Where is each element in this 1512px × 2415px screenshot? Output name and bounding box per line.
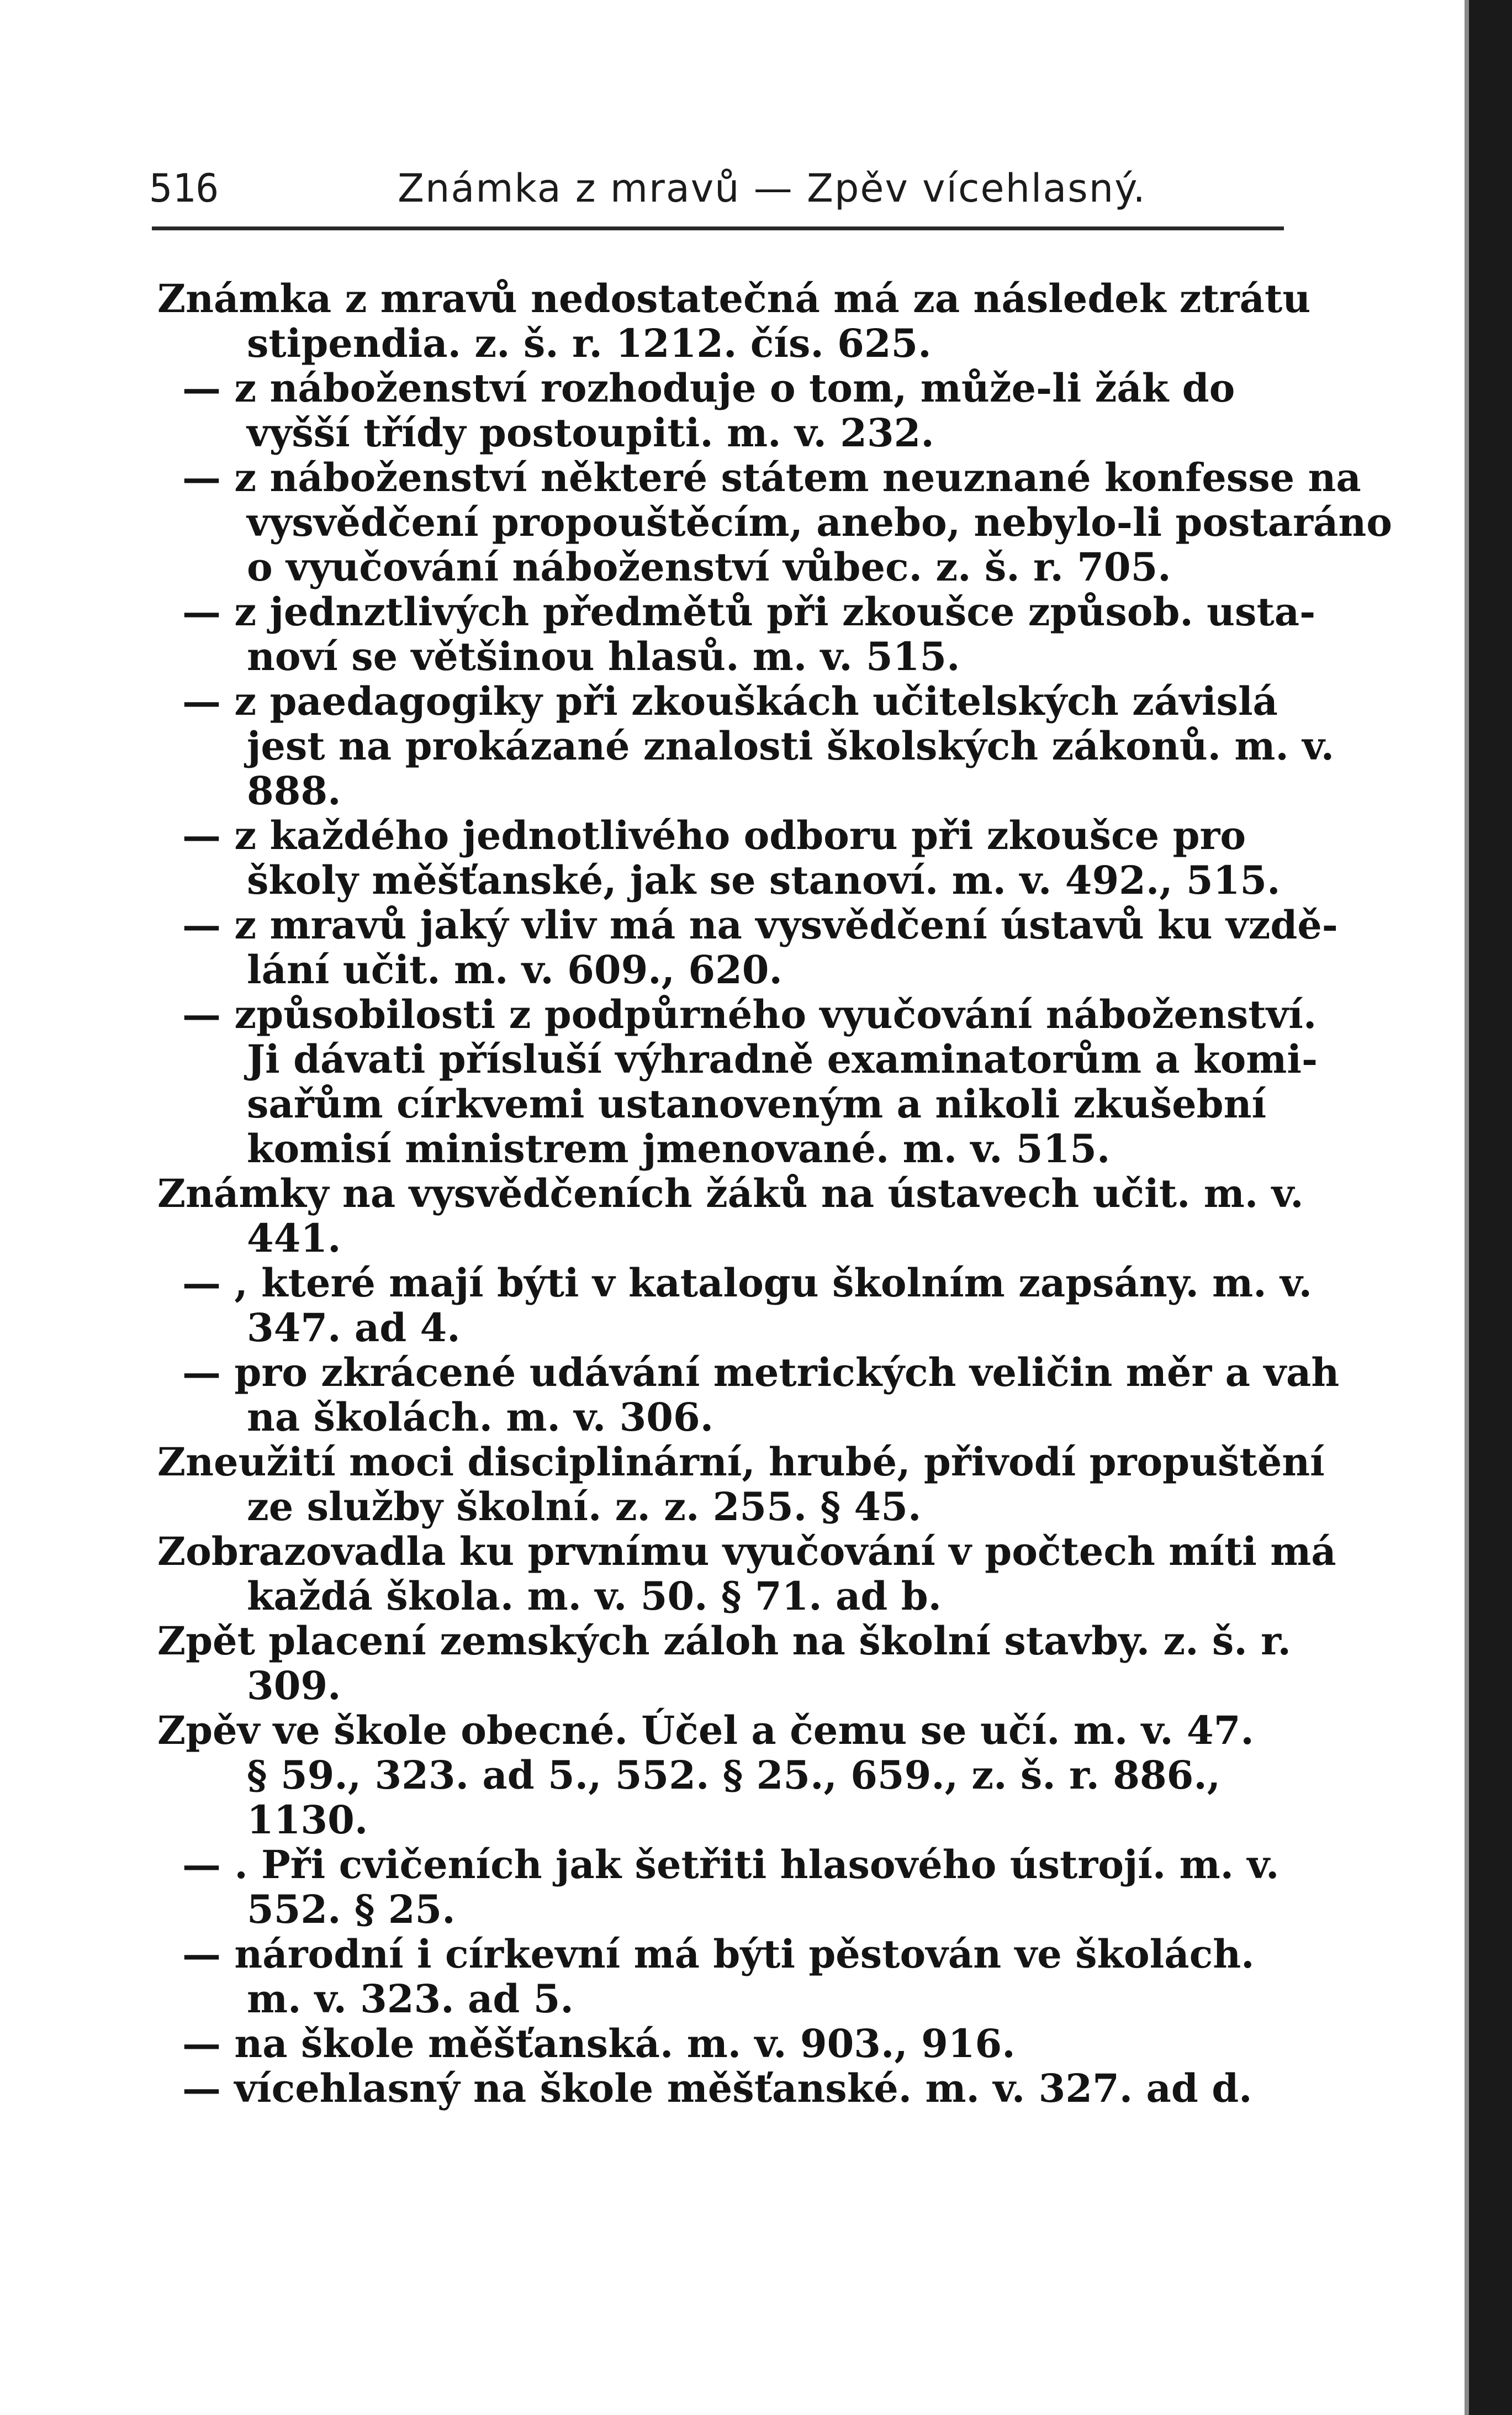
entry-line: Zneužití moci disciplinární, hrubé, přivodí propuštění [157, 1439, 1325, 1485]
entry-line: — pro zkrácené udávání metrických veličin měr a vah [182, 1349, 1340, 1395]
index-entry [157, 1708, 1295, 1842]
entry-line: ze služby školní. z. z. 255. § 45. [247, 1484, 922, 1530]
entry-line: — z každého jednotlivého odboru při zkoušce pro [182, 813, 1246, 858]
page-edge-shadow [1465, 0, 1469, 2415]
entry-line: — z mravů jaký vliv má na vysvědčení ústavů ku vzdě- [182, 902, 1338, 948]
index-subentry [157, 2066, 1295, 2111]
running-header [149, 166, 1292, 226]
index-subentry [157, 1349, 1340, 1440]
index-entry [157, 1170, 1304, 1261]
entry-line: Zpěv ve škole obecné. Účel a čemu se učí. m. v. 47. [157, 1707, 1254, 1753]
index-entry [157, 1439, 1325, 1530]
index-entries [157, 276, 1392, 2111]
index-subentry [157, 992, 1318, 1172]
entry-line: Ji dávati přísluší výhradně examinatorům a komi- [247, 1036, 1318, 1082]
entry-line: — vícehlasný na škole měšťanské. m. v. 327. ad d. [182, 2065, 1252, 2111]
entry-line: o vyučování náboženství vůbec. z. š. r. 705. [247, 544, 1171, 590]
entry-line: stipendia. z. š. r. 1212. čís. 625. [247, 320, 932, 366]
index-subentry [157, 2021, 1295, 2066]
index-subentry [157, 455, 1392, 590]
entry-line: 888. [247, 768, 341, 814]
index-entry [157, 1618, 1295, 1708]
entry-line: sařům církvemi ustanoveným a nikoli zkušební [247, 1081, 1267, 1127]
entry-line: vysvědčení propouštěcím, anebo, nebylo-li postaráno [247, 499, 1392, 545]
entry-line: Zpět placení zemských záloh na školní stavby. z. š. r. [157, 1618, 1291, 1664]
entry-line: vyšší třídy postoupiti. m. v. 232. [247, 410, 934, 456]
entry-line: — z jednztlivých předmětů při zkoušce způsob. usta- [182, 589, 1316, 635]
index-entry [157, 1528, 1336, 1619]
entry-line: 441. [247, 1215, 341, 1261]
index-subentry [157, 678, 1335, 814]
entry-line: — z paedagogiky při zkouškách učitelských závislá [182, 678, 1278, 724]
index-subentry [157, 366, 1295, 455]
entry-line: komisí ministrem jmenované. m. v. 515. [247, 1126, 1111, 1172]
entry-line: Zobrazovadla ku prvnímu vyučování v počtech míti má [157, 1528, 1336, 1574]
entry-line: lání učit. m. v. 609., 620. [247, 947, 783, 993]
entry-line: — na škole měšťanská. m. v. 903., 916. [182, 2021, 1016, 2066]
header-rule [152, 226, 1284, 230]
entry-line: — národní i církevní má býti pěstován ve školách. [182, 1931, 1255, 1977]
index-subentry [157, 1932, 1295, 2021]
index-subentry [157, 1842, 1295, 1932]
running-title: Známka z mravů — Zpěv vícehlasný. [398, 166, 1146, 211]
index-subentry [157, 1260, 1312, 1351]
entry-line: školy měšťanské, jak se stanoví. m. v. 492., 515. [247, 857, 1281, 903]
entry-line: 1130. [247, 1797, 368, 1843]
entry-line: Známky na vysvědčeních žáků na ústavech učit. m. v. [157, 1170, 1304, 1216]
entry-line: každá škola. m. v. 50. § 71. ad b. [247, 1573, 942, 1619]
entry-line: na školách. m. v. 306. [247, 1394, 714, 1440]
index-subentry [157, 589, 1316, 679]
entry-line: — z náboženství rozhoduje o tom, může-li žák do [182, 365, 1235, 411]
entry-line: noví se většinou hlasů. m. v. 515. [247, 634, 960, 679]
entry-line: jest na prokázané znalosti školských zákonů. m. v. [247, 723, 1335, 769]
entry-line: 309. [247, 1663, 341, 1709]
entry-line: m. v. 323. ad 5. [247, 1976, 574, 2022]
entry-line: — . Při cvičeních jak šetřiti hlasového ústrojí. m. v. [182, 1842, 1280, 1887]
index-subentry [157, 902, 1338, 993]
entry-line: § 59., 323. ad 5., 552. § 25., 659., z. š. r. 886., [247, 1752, 1221, 1798]
entry-line: 347. ad 4. [247, 1305, 461, 1351]
page-edge [1469, 0, 1512, 2415]
page-number: 516 [149, 166, 219, 211]
entry-line: Známka z mravů nedostatečná má za následek ztrátu [157, 276, 1311, 321]
entry-line: — způsobilosti z podpůrného vyučování náboženství. [182, 992, 1317, 1037]
entry-line: 552. § 25. [247, 1886, 456, 1932]
entry-line: — , které mají býti v katalogu školním zapsány. m. v. [182, 1260, 1312, 1306]
index-entry [157, 276, 1311, 366]
index-subentry [157, 813, 1295, 903]
entry-line: — z náboženství některé státem neuznané konfesse na [182, 455, 1361, 500]
